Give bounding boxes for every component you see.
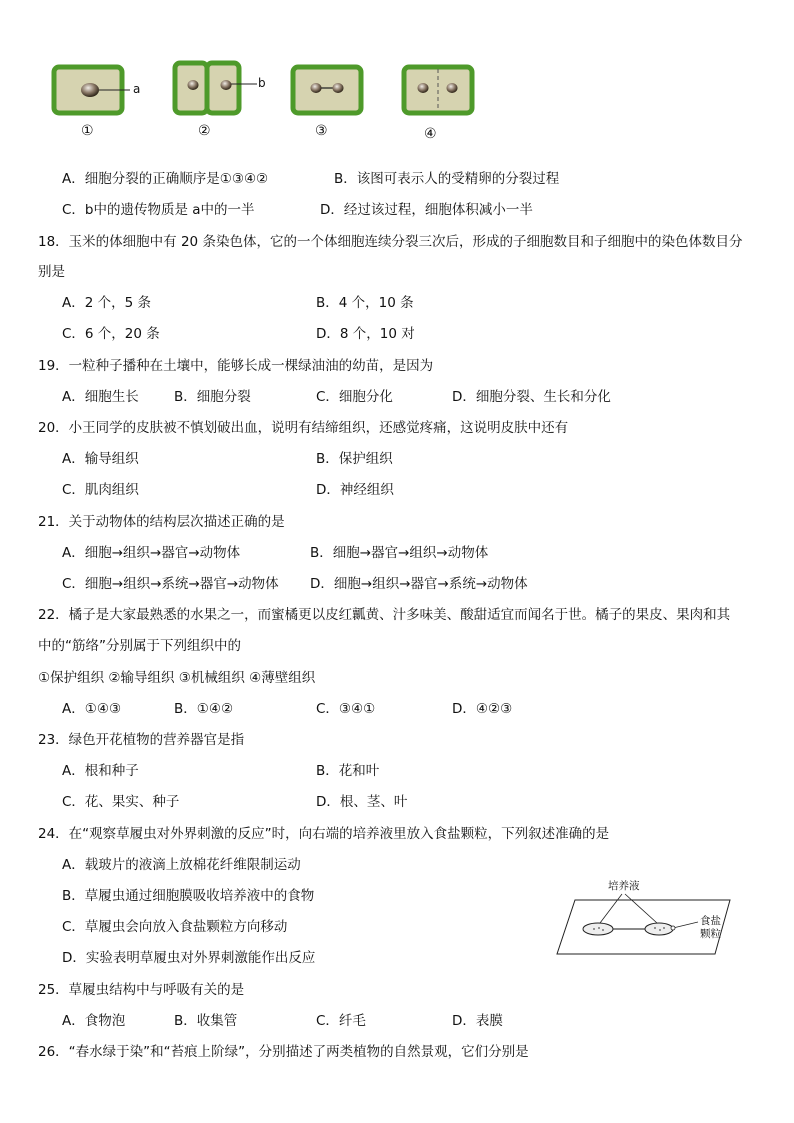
q21-option-d: D．细胞→组织→器官→系统→动物体 <box>310 576 528 592</box>
salt-label-line2: 颗粒 <box>700 928 721 940</box>
q18-option-d: D．8 个，10 对 <box>316 326 415 342</box>
q17-option-a: A．细胞分裂的正确顺序是①③④② <box>62 171 269 187</box>
q22-option-a: A．①④③ <box>62 701 122 717</box>
q26-stem: 26．“春水绿于染”和“苔痕上阶绿”，分别描述了两类植物的自然景观，它们分别是 <box>38 1044 529 1060</box>
q25-option-a: A．食物泡 <box>62 1013 126 1029</box>
q21-stem: 21．关于动物体的结构层次描述正确的是 <box>38 514 285 530</box>
q21-option-b: B．细胞→器官→组织→动物体 <box>310 545 489 561</box>
q22-stem-line1: 22．橘子是大家最熟悉的水果之一，而蜜橘更以皮红瓤黄、汁多味美、酸甜适宜而闻名于世。橘子的果皮、果肉和其 <box>38 607 731 623</box>
q17-option-c: C．b中的遗传物质是 a中的一半 <box>62 202 255 218</box>
q18-option-a: A．2 个，5 条 <box>62 295 151 311</box>
cell-4 <box>404 67 472 113</box>
q20-option-c: C．肌肉组织 <box>62 482 139 498</box>
q25-option-b: B．收集管 <box>174 1013 238 1029</box>
cell-label-1: ① <box>81 123 94 139</box>
label-b: b <box>258 76 266 90</box>
cell-2 <box>175 63 257 113</box>
q23-stem: 23．绿色开花植物的营养器官是指 <box>38 732 245 748</box>
q23-option-a: A．根和种子 <box>62 763 139 779</box>
q17-option-b: B．该图可表示人的受精卵的分裂过程 <box>334 171 560 187</box>
q20-stem: 20．小王同学的皮肤被不慎划破出血，说明有结缔组织，还感觉疼痛，这说明皮肤中还有 <box>38 420 569 436</box>
q24-option-b: B．草履虫通过细胞膜吸收培养液中的食物 <box>62 888 315 904</box>
q20-option-d: D．神经组织 <box>316 482 394 498</box>
q22-stem-line2: 中的“筋络”分别属于下列组织中的 <box>38 638 241 654</box>
q24-stem: 24．在“观察草履虫对外界刺激的反应”时，向右端的培养液里放入食盐颗粒，下列叙述准确的是 <box>38 826 610 842</box>
cell-3 <box>293 67 361 113</box>
q24-option-c: C．草履虫会向放入食盐颗粒方向移动 <box>62 919 288 935</box>
q23-option-b: B．花和叶 <box>316 763 380 779</box>
paramecium-slide-figure <box>555 882 760 957</box>
q18-stem-line1: 18．玉米的体细胞中有 20 条染色体，它的一个体细胞连续分裂三次后，形成的子细胞数目和子细胞中的染色体数目分 <box>38 234 743 250</box>
q19-stem: 19．一粒种子播种在土壤中，能够长成一棵绿油油的幼苗，是因为 <box>38 358 434 374</box>
label-a: a <box>133 82 141 96</box>
q24-option-d: D．实验表明草履虫对外界刺激能作出反应 <box>62 950 316 966</box>
cell-label-2: ② <box>198 123 211 139</box>
q20-option-a: A．输导组织 <box>62 451 139 467</box>
cell-division-svg <box>40 55 510 150</box>
q25-stem: 25．草履虫结构中与呼吸有关的是 <box>38 982 245 998</box>
cell-division-figure <box>40 55 510 150</box>
q21-option-c: C．细胞→组织→系统→器官→动物体 <box>62 576 279 592</box>
q21-option-a: A．细胞→组织→器官→动物体 <box>62 545 241 561</box>
q23-option-c: C．花、果实、种子 <box>62 794 180 810</box>
slide-svg <box>555 882 760 957</box>
q19-option-b: B．细胞分裂 <box>174 389 251 405</box>
q19-option-c: C．细胞分化 <box>316 389 393 405</box>
q18-option-b: B．4 个，10 条 <box>316 295 414 311</box>
q25-option-d: D．表膜 <box>452 1013 503 1029</box>
salt-label-line1: 食盐 <box>700 915 721 927</box>
q22-option-b: B．①④② <box>174 701 234 717</box>
q22-option-c: C．③④① <box>316 701 376 717</box>
q20-option-b: B．保护组织 <box>316 451 393 467</box>
q18-stem-line2: 别是 <box>38 264 65 280</box>
q17-option-d: D．经过该过程，细胞体积减小一半 <box>320 202 533 218</box>
cell-label-4: ④ <box>424 126 437 142</box>
q19-option-d: D．细胞分裂、生长和分化 <box>452 389 611 405</box>
cell-label-3: ③ <box>315 123 328 139</box>
cell-1 <box>54 67 130 113</box>
q22-option-d: D．④②③ <box>452 701 513 717</box>
q19-option-a: A．细胞生长 <box>62 389 139 405</box>
q25-option-c: C．纤毛 <box>316 1013 366 1029</box>
q18-option-c: C．6 个，20 条 <box>62 326 160 342</box>
q23-option-d: D．根、茎、叶 <box>316 794 408 810</box>
culture-fluid-label: 培养液 <box>608 880 640 892</box>
q24-option-a: A．载玻片的液滴上放棉花纤维限制运动 <box>62 857 301 873</box>
q22-items: ①保护组织 ②输导组织 ③机械组织 ④薄壁组织 <box>38 670 316 686</box>
